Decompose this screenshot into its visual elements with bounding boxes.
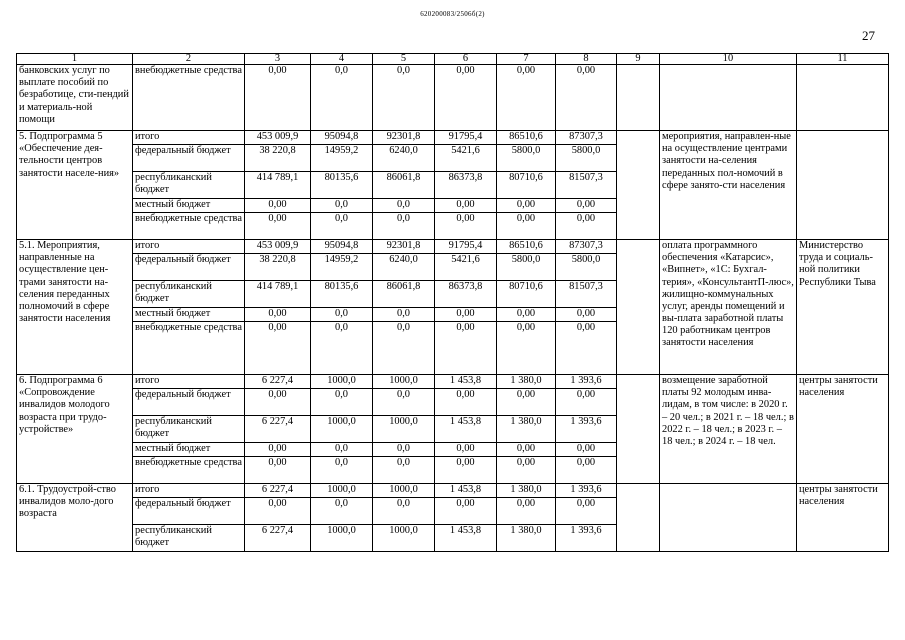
document-code: 620200083/2506б(2)	[420, 10, 485, 18]
funding-source-cell: местный бюджет	[133, 443, 245, 457]
amount-cell: 0,0	[373, 213, 435, 240]
amount-cell: 0,0	[373, 443, 435, 457]
funding-source-cell: внебюджетные средства	[133, 213, 245, 240]
column-number: 4	[311, 54, 373, 65]
funding-source-cell: федеральный бюджет	[133, 389, 245, 416]
column-number: 9	[617, 54, 660, 65]
amount-cell: 1 393,6	[556, 375, 617, 389]
amount-cell: 0,00	[497, 322, 556, 375]
column-number: 6	[435, 54, 497, 65]
table-row	[17, 240, 889, 254]
amount-cell: 1 453,8	[435, 375, 497, 389]
funding-source-cell: федеральный бюджет	[133, 254, 245, 281]
amount-cell: 86373,8	[435, 281, 497, 308]
amount-cell: 453 009,9	[245, 240, 311, 254]
amount-cell: 0,00	[245, 389, 311, 416]
responsible-executor-cell: центры занятости населения	[797, 375, 889, 484]
column-number-row	[17, 54, 889, 65]
amount-cell: 5800,0	[556, 145, 617, 172]
expected-results-cell: оплата программного обеспечения «Катарсис», «Випнет», «1С: Бухгал-терия», «КонсультантП-люс», жилищно-коммунальных услуг, аренды помещений и вы-плата заработной платы 120 работникам центров занятости населения	[660, 240, 797, 375]
amount-cell: 14959,2	[311, 145, 373, 172]
amount-cell: 92301,8	[373, 240, 435, 254]
amount-cell: 80710,6	[497, 172, 556, 199]
amount-cell: 6240,0	[373, 145, 435, 172]
page-number: 27	[862, 28, 875, 43]
amount-cell: 38 220,8	[245, 254, 311, 281]
funding-source-cell: итого	[133, 131, 245, 145]
amount-cell: 0,00	[497, 443, 556, 457]
amount-cell: 0,0	[311, 457, 373, 484]
amount-cell: 6 227,4	[245, 375, 311, 389]
column-number: 11	[797, 54, 889, 65]
amount-cell: 0,0	[373, 457, 435, 484]
amount-cell: 87307,3	[556, 131, 617, 145]
amount-cell: 0,00	[556, 65, 617, 131]
column-9-cell	[617, 65, 660, 131]
amount-cell: 0,00	[435, 199, 497, 213]
amount-cell: 91795,4	[435, 131, 497, 145]
column-9-cell	[617, 375, 660, 484]
amount-cell: 0,00	[435, 308, 497, 322]
amount-cell: 1000,0	[311, 416, 373, 443]
amount-cell: 0,00	[556, 322, 617, 375]
responsible-executor-cell: Министерство труда и социаль-ной политики Республики Тыва	[797, 240, 889, 375]
program-name-cell: 5. Подпрограмма 5 «Обеспечение дея-тельности центров занятости населе-ния»	[17, 131, 133, 240]
amount-cell: 1000,0	[311, 375, 373, 389]
amount-cell: 6240,0	[373, 254, 435, 281]
amount-cell: 0,00	[497, 457, 556, 484]
amount-cell: 1 393,6	[556, 484, 617, 498]
amount-cell: 0,00	[435, 65, 497, 131]
amount-cell: 86510,6	[497, 131, 556, 145]
amount-cell: 95094,8	[311, 240, 373, 254]
program-name-cell: 6. Подпрограмма 6 «Сопровождение инвалидов молодого возраста при трудо-устройстве»	[17, 375, 133, 484]
amount-cell: 0,00	[245, 65, 311, 131]
column-number: 8	[556, 54, 617, 65]
amount-cell: 0,00	[497, 199, 556, 213]
amount-cell: 1 380,0	[497, 525, 556, 552]
column-number: 2	[133, 54, 245, 65]
amount-cell: 0,00	[435, 443, 497, 457]
amount-cell: 0,0	[373, 322, 435, 375]
amount-cell: 0,00	[435, 498, 497, 525]
amount-cell: 0,00	[435, 389, 497, 416]
amount-cell: 95094,8	[311, 131, 373, 145]
amount-cell: 87307,3	[556, 240, 617, 254]
amount-cell: 1000,0	[311, 484, 373, 498]
funding-source-cell: внебюджетные средства	[133, 322, 245, 375]
amount-cell: 38 220,8	[245, 145, 311, 172]
amount-cell: 81507,3	[556, 172, 617, 199]
amount-cell: 80135,6	[311, 281, 373, 308]
amount-cell: 86373,8	[435, 172, 497, 199]
amount-cell: 0,00	[497, 498, 556, 525]
amount-cell: 1 393,6	[556, 416, 617, 443]
amount-cell: 414 789,1	[245, 172, 311, 199]
amount-cell: 1 453,8	[435, 525, 497, 552]
amount-cell: 6 227,4	[245, 416, 311, 443]
funding-source-cell: внебюджетные средства	[133, 457, 245, 484]
funding-source-cell: республиканский бюджет	[133, 172, 245, 199]
amount-cell: 0,00	[245, 322, 311, 375]
amount-cell: 92301,8	[373, 131, 435, 145]
amount-cell: 0,00	[497, 308, 556, 322]
table-row	[17, 484, 889, 498]
amount-cell: 1 453,8	[435, 416, 497, 443]
amount-cell: 5800,0	[497, 145, 556, 172]
table-row	[17, 131, 889, 145]
amount-cell: 0,00	[435, 213, 497, 240]
amount-cell: 5421,6	[435, 254, 497, 281]
amount-cell: 0,00	[245, 498, 311, 525]
amount-cell: 0,00	[245, 308, 311, 322]
funding-source-cell: итого	[133, 375, 245, 389]
amount-cell: 1000,0	[373, 416, 435, 443]
amount-cell: 86510,6	[497, 240, 556, 254]
amount-cell: 5421,6	[435, 145, 497, 172]
amount-cell: 414 789,1	[245, 281, 311, 308]
amount-cell: 0,0	[311, 65, 373, 131]
amount-cell: 0,00	[497, 213, 556, 240]
responsible-executor-cell: центры занятости населения	[797, 484, 889, 552]
amount-cell: 80710,6	[497, 281, 556, 308]
amount-cell: 0,0	[373, 308, 435, 322]
expected-results-cell	[660, 484, 797, 552]
funding-source-cell: итого	[133, 484, 245, 498]
column-9-cell	[617, 484, 660, 552]
funding-source-cell: местный бюджет	[133, 199, 245, 213]
table-body	[17, 54, 889, 552]
amount-cell: 0,00	[497, 389, 556, 416]
expected-results-cell: возмещение заработной платы 92 молодым инва-лидам, в том числе: в 2020 г. – 20 чел.; в 2021 г. – 18 чел.; в 2022 г. – 18 чел.; в 2023 г. – 18 чел.; в 2024 г. – 18 чел.	[660, 375, 797, 484]
amount-cell: 86061,8	[373, 281, 435, 308]
responsible-executor-cell	[797, 131, 889, 240]
column-9-cell	[617, 240, 660, 375]
amount-cell: 0,0	[311, 443, 373, 457]
amount-cell: 0,0	[373, 199, 435, 213]
amount-cell: 0,0	[311, 213, 373, 240]
program-name-cell: 6.1. Трудоустрой-ство инвалидов моло-дого возраста	[17, 484, 133, 552]
responsible-executor-cell	[797, 65, 889, 131]
amount-cell: 1 393,6	[556, 525, 617, 552]
amount-cell: 0,00	[556, 389, 617, 416]
funding-source-cell: республиканский бюджет	[133, 281, 245, 308]
funding-source-cell: внебюджетные средства	[133, 65, 245, 131]
expected-results-cell: мероприятия, направлен-ные на осуществление центрами занятости на-селения переданных пол-номочий в сфере занято-сти населения	[660, 131, 797, 240]
amount-cell: 0,00	[245, 443, 311, 457]
table-row	[17, 65, 889, 131]
funding-source-cell: итого	[133, 240, 245, 254]
column-9-cell	[617, 131, 660, 240]
amount-cell: 0,00	[245, 213, 311, 240]
amount-cell: 1 380,0	[497, 416, 556, 443]
amount-cell: 0,0	[311, 389, 373, 416]
amount-cell: 86061,8	[373, 172, 435, 199]
column-number: 5	[373, 54, 435, 65]
amount-cell: 0,00	[556, 213, 617, 240]
amount-cell: 0,0	[311, 199, 373, 213]
amount-cell: 0,00	[435, 322, 497, 375]
funding-source-cell: федеральный бюджет	[133, 145, 245, 172]
amount-cell: 0,00	[245, 199, 311, 213]
amount-cell: 14959,2	[311, 254, 373, 281]
amount-cell: 1 380,0	[497, 484, 556, 498]
amount-cell: 453 009,9	[245, 131, 311, 145]
program-funding-table	[16, 53, 889, 552]
amount-cell: 1000,0	[373, 525, 435, 552]
funding-source-cell: федеральный бюджет	[133, 498, 245, 525]
amount-cell: 0,00	[245, 457, 311, 484]
program-name-cell: банковских услуг по выплате пособий по безработице, сти-пендий и материаль-ной помощи	[17, 65, 133, 131]
amount-cell: 81507,3	[556, 281, 617, 308]
funding-source-cell: местный бюджет	[133, 308, 245, 322]
amount-cell: 0,0	[373, 498, 435, 525]
amount-cell: 0,0	[311, 308, 373, 322]
amount-cell: 1 453,8	[435, 484, 497, 498]
column-number: 1	[17, 54, 133, 65]
amount-cell: 0,0	[373, 65, 435, 131]
amount-cell: 5800,0	[497, 254, 556, 281]
program-name-cell: 5.1. Мероприятия, направленные на осуществление цен-трами занятости на-селения переданных полномочий в сфере занятости населения	[17, 240, 133, 375]
expected-results-cell	[660, 65, 797, 131]
table-row	[17, 375, 889, 389]
amount-cell: 5800,0	[556, 254, 617, 281]
amount-cell: 0,0	[311, 498, 373, 525]
amount-cell: 0,00	[556, 498, 617, 525]
column-number: 10	[660, 54, 797, 65]
amount-cell: 1000,0	[311, 525, 373, 552]
amount-cell: 6 227,4	[245, 484, 311, 498]
amount-cell: 0,00	[556, 457, 617, 484]
amount-cell: 0,00	[435, 457, 497, 484]
amount-cell: 0,00	[556, 199, 617, 213]
amount-cell: 1 380,0	[497, 375, 556, 389]
column-number: 3	[245, 54, 311, 65]
funding-source-cell: республиканский бюджет	[133, 416, 245, 443]
amount-cell: 80135,6	[311, 172, 373, 199]
amount-cell: 1000,0	[373, 375, 435, 389]
amount-cell: 0,00	[497, 65, 556, 131]
funding-source-cell: республиканский бюджет	[133, 525, 245, 552]
amount-cell: 0,0	[311, 322, 373, 375]
column-number: 7	[497, 54, 556, 65]
amount-cell: 0,00	[556, 308, 617, 322]
amount-cell: 0,0	[373, 389, 435, 416]
amount-cell: 1000,0	[373, 484, 435, 498]
amount-cell: 6 227,4	[245, 525, 311, 552]
amount-cell: 0,00	[556, 443, 617, 457]
amount-cell: 91795,4	[435, 240, 497, 254]
